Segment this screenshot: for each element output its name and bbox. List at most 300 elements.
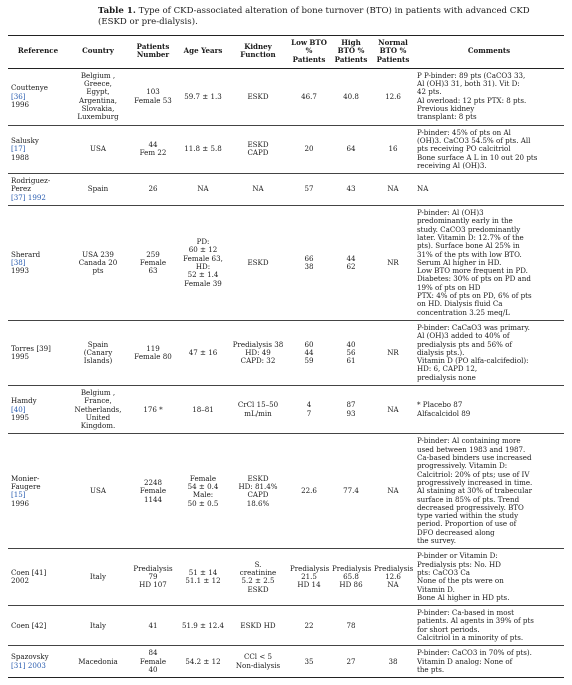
cell-country-line: Islands) [83,356,113,366]
cell-comments-line: patients. Al agents in 39% of pts [417,616,534,626]
table-row [8,206,564,321]
cell-country [68,549,128,606]
cell-comments-line: concentration 3.25 meq/L [417,307,510,317]
table-row [8,385,564,433]
table-row [8,174,564,206]
cell-age-line: HD: [195,261,211,271]
cell-comments-line: P-binder: Al (OH)3 [417,208,484,218]
cell-age-line: Female [189,473,217,483]
cell-normal-bto-line: 16 [388,144,398,154]
table-row [8,549,564,606]
cell-patients [128,434,178,549]
cell-reference-line: Salusky [11,135,39,145]
cell-comments-line: P-binder: Ca-based in most [417,608,514,618]
table-row [8,606,564,646]
cell-country-line: Spain [87,184,109,194]
cell-high-bto-line: 87 [346,400,356,410]
cell-country [68,206,128,321]
cell-comments-line: predialysis none [417,372,476,382]
table-header [8,36,564,69]
cell-reference [8,646,68,678]
cell-kidney-function-line: HD: 81.4% [238,482,278,492]
cell-reference-line: 1995 [11,351,30,361]
cell-low-bto [288,174,330,206]
cell-patients [128,646,178,678]
cell-patients-line: 63 [148,266,158,276]
cell-patients-line: Female [139,656,167,666]
cell-comments-line: progressively. Vitamin D: [417,461,508,471]
cell-kidney-function [228,385,288,433]
cell-normal-bto-line: NA [387,580,399,590]
cell-low-bto [288,385,330,433]
cell-age-line: 54 ± 0.4 [187,482,219,492]
cell-comments-line: predominantly early in the [417,216,513,226]
header-patients: Patients Number [128,36,178,69]
cell-comments [414,646,564,678]
table-title: Type of CKD-associated alteration of bone turnover (BTO) in patients with advanced CKD (ESKD or pre-dialysis). [98,6,530,27]
cell-comments-line: 19% of pts on HD [417,282,481,292]
cell-country-line: Argentina, [79,95,117,105]
cell-low-bto-line: 38 [304,261,314,271]
cell-country-line: United [85,412,111,422]
cell-reference-line: 1996 [11,99,30,109]
cell-normal-bto [372,646,414,678]
cell-high-bto [330,606,372,646]
cell-comments-line: later. Vitamin D: 12.7% of the [417,232,524,242]
cell-country [68,434,128,549]
cell-age [178,68,228,125]
cell-patients [128,125,178,173]
cell-reference-line: Spazovsky [11,652,49,662]
cell-reference-line: 1988 [11,152,30,162]
cell-age-line: Female 63, [183,253,223,263]
cell-country-line: USA [90,486,106,496]
cell-comments-line: Calcitriol: 20% of pts; use of IV [417,469,530,479]
cell-normal-bto-line: NA [387,184,399,194]
cell-comments-line: Previous kidney [417,104,475,114]
cell-comments-line: P P-binder: 89 pts (CaCO3 33, [417,70,526,80]
cell-reference-line: Couttenye [11,83,48,93]
header-kidney-function: Kidney Function [228,36,288,69]
cell-high-bto-line: HD 86 [339,580,363,590]
cell-comments [414,320,564,385]
cell-low-bto-line: 21.5 [301,572,317,582]
cell-reference-line: [38] [11,257,26,267]
cell-age [178,206,228,321]
table-row [8,320,564,385]
cell-low-bto-line: 4 [306,400,312,410]
table-row [8,125,564,173]
cell-reference-line: 1993 [11,266,30,276]
cell-high-bto-line: 40.8 [343,91,359,101]
cell-patients [128,385,178,433]
cell-reference-line: Coen [42] [11,620,47,630]
cell-kidney-function [228,646,288,678]
cell-reference-line: Rodriguez-Perez [11,176,51,194]
cell-kidney-function-line: CAPD [247,490,269,500]
cell-comments [414,68,564,125]
cell-age-line: 51.1 ± 12 [185,576,221,586]
cell-country-line: Greece, [84,79,112,89]
cell-high-bto-line: 44 [346,253,356,263]
cell-reference-line: 1996 [11,498,30,508]
cell-comments-line: Ca-based binders use increased [417,453,532,463]
cell-comments-line: period. Proportion of use of [417,519,517,529]
cell-age-line: 52 ± 1.4 [187,270,219,280]
cell-low-bto-line: 35 [304,656,314,666]
cell-normal-bto [372,174,414,206]
cell-patients-line: Female 53 [134,95,172,105]
header-age: Age Years [178,36,228,69]
cell-kidney-function-line: ESKD [247,473,269,483]
cell-comments-line: pts: CaCO3 Ca [417,567,471,577]
cell-patients-line: 1144 [143,494,163,504]
cell-high-bto-line: 40 [346,339,356,349]
cell-country-line: Italy [89,572,107,582]
cell-comments-line: P-binder: CaCO3 in 70% of pts). [417,648,532,658]
cell-patients-line: 84 [148,648,158,658]
cell-country-line: Macedonia [78,656,118,666]
cell-kidney-function [228,549,288,606]
cell-age-line: 54.2 ± 12 [185,656,221,666]
cell-kidney-function-line: ESKD [247,584,269,594]
cell-comments-line: DFO decreased along [417,527,495,537]
cell-reference-line: [17] [11,144,26,154]
cell-high-bto-line: 56 [346,347,356,357]
cell-reference-line: Coen [41] [11,567,47,577]
cell-patients-line: 2248 [143,477,163,487]
cell-normal-bto-line: NR [387,257,399,267]
cell-age [178,549,228,606]
cell-age [178,606,228,646]
cell-normal-bto [372,125,414,173]
cell-comments-line: P-binder or Vitamin D: [417,551,498,561]
cell-age-line: 60 ± 12 [188,245,218,255]
cell-comments-line: Alfacalcidol 89 [417,408,471,418]
cell-comments-line: PTX: 4% of pts on PD, 6% of pts [417,291,532,301]
cell-kidney-function [228,606,288,646]
cell-normal-bto [372,206,414,321]
cell-patients-line: 103 [146,87,160,97]
cell-kidney-function-line: 5.2 ± 2.5 [241,576,275,586]
cell-country-line: Belgium , [80,70,116,80]
cell-reference-line: Sherard [11,249,41,259]
cell-high-bto [330,434,372,549]
cell-reference [8,549,68,606]
cell-comments-line: Vitamin D. [417,584,455,594]
cell-patients [128,206,178,321]
cell-kidney-function [228,320,288,385]
header-country: Country [68,36,128,69]
cell-normal-bto [372,606,414,646]
cell-country-line: Canada 20 [78,257,118,267]
cell-kidney-function-line: creatinine [239,567,277,577]
cell-kidney-function-line: CCl < 5 [243,652,273,662]
cell-comments [414,174,564,206]
cell-low-bto-line: 66 [304,253,314,263]
cell-patients-line: 26 [148,184,158,194]
cell-normal-bto [372,385,414,433]
cell-high-bto-line: 78 [346,620,356,630]
cell-low-bto-line: 60 [304,339,314,349]
cell-kidney-function-line: ESKD [247,91,269,101]
cell-comments-line: receiving Al (OH)3. [417,160,487,170]
cell-patients [128,68,178,125]
cell-comments-line: decreased progressively. BTO [417,502,524,512]
cell-comments-line: (OH)3. CaCO3 54.5% of pts. All [417,135,531,145]
cell-low-bto [288,646,330,678]
cell-patients-line: Female [139,257,167,267]
cell-low-bto-line: 46.7 [301,91,317,101]
table-row [8,646,564,678]
cell-patients-line: Predialysis [133,563,173,573]
cell-high-bto-line: Predialysis [332,563,372,573]
cell-comments-line: Al staining at 30% of trabecular [417,486,532,496]
cell-comments-line: NA [417,184,429,194]
cell-country [68,606,128,646]
cell-reference-line: Faugere [11,482,41,492]
cell-comments-line: Vitamin D (PO alfa-calcifediol): [417,356,529,366]
header-normal-bto: Normal BTO % Patients [372,36,414,69]
cell-high-bto [330,68,372,125]
cell-comments-line: 42 pts. [417,87,442,97]
cell-kidney-function-line: ESKD [247,140,269,150]
cell-low-bto-line: 57 [304,184,314,194]
cell-reference-line: 2002 [11,576,30,586]
cell-high-bto-line: 62 [346,261,356,271]
cell-country [68,174,128,206]
cell-country-line: Belgium , [80,387,116,397]
cell-reference [8,174,68,206]
cell-comments [414,385,564,433]
cell-kidney-function-line: CAPD: 32 [240,356,276,366]
cell-comments-line: 31% of the pts with low BTO. [417,249,522,259]
cell-country-line: Spain [87,339,109,349]
cell-comments-line: Predialysis pts: No. HD [417,559,501,569]
cell-comments-line: progressively increased in time. [417,477,533,487]
bto-table [8,35,564,678]
cell-comments-line: the pts. [417,664,445,674]
cell-country [68,646,128,678]
cell-country-line: USA 239 [82,249,114,259]
cell-patients-line: 79 [148,572,158,582]
cell-reference [8,385,68,433]
cell-comments-line: type varied within the study [417,511,519,521]
cell-normal-bto-line: 12.6 [385,572,401,582]
cell-kidney-function-line: CrCl 15–50 [237,400,279,410]
cell-country-line: Luxemburg [77,112,119,122]
cell-reference-line: [37] 1992 [11,192,46,202]
cell-high-bto-line: 77.4 [343,486,359,496]
cell-low-bto [288,125,330,173]
cell-high-bto [330,646,372,678]
cell-country-line: pts [92,266,104,276]
cell-reference [8,434,68,549]
cell-country-line: USA [90,144,106,154]
cell-comments-line: None of the pts were on [417,576,504,586]
cell-age [178,434,228,549]
cell-high-bto-line: 93 [346,408,356,418]
cell-comments-line: transplant: 8 pts [417,112,477,122]
table-caption [8,6,564,28]
cell-normal-bto-line: Predialysis [374,563,414,573]
cell-comments-line: * Placebo 87 [417,400,463,410]
cell-comments-line: P-binder: Al containing more [417,436,521,446]
cell-age-line: PD: [196,237,210,247]
cell-low-bto [288,549,330,606]
cell-low-bto-line: HD 14 [297,580,321,590]
cell-high-bto [330,174,372,206]
cell-comments-line: HD: 6, CAPD 12, [417,364,478,374]
cell-low-bto [288,606,330,646]
cell-patients [128,174,178,206]
cell-comments-line: Diabetes: 30% of pts on PD and [417,274,531,284]
cell-kidney-function-line: HD: 49 [245,347,271,357]
cell-country-line: Kingdom. [80,421,116,431]
cell-reference [8,320,68,385]
cell-patients-line: 44 [148,140,158,150]
cell-country-line: (Canary [83,347,113,357]
header-row [8,36,564,69]
cell-reference [8,606,68,646]
cell-normal-bto-line: 12.6 [385,91,401,101]
cell-patients [128,549,178,606]
cell-comments-line: the survey. [417,536,456,546]
cell-reference [8,206,68,321]
cell-kidney-function-line: CAPD [247,148,269,158]
cell-normal-bto-line: NR [387,347,399,357]
cell-patients-line: Fem 22 [139,148,167,158]
cell-high-bto [330,320,372,385]
cell-kidney-function-line: ESKD HD [240,620,276,630]
cell-high-bto [330,206,372,321]
cell-reference-line: Monier- [11,473,40,483]
cell-kidney-function-line: S. [254,559,262,569]
cell-patients-line: HD 107 [139,580,167,590]
cell-normal-bto [372,320,414,385]
cell-comments [414,206,564,321]
cell-country [68,385,128,433]
cell-comments [414,434,564,549]
cell-kidney-function-line: NA [252,184,264,194]
cell-comments-line: Vitamin D analog: None of [417,656,513,666]
cell-reference-line: 1995 [11,412,30,422]
cell-age-line: 50 ± 0.5 [187,498,219,508]
cell-high-bto-line: 43 [346,184,356,194]
cell-reference-line: Torres [39] [11,343,51,353]
table-row [8,68,564,125]
cell-country [68,125,128,173]
cell-country [68,320,128,385]
cell-reference-line: [15] [11,490,26,500]
header-low-bto: Low BTO % Patients [288,36,330,69]
cell-patients-line: 259 [146,249,160,259]
cell-country-line: Netherlands, [74,404,122,414]
cell-low-bto-line: 7 [306,408,312,418]
table-body [8,68,564,677]
cell-comments-line: Low BTO more frequent in PD. [417,266,528,276]
cell-age-line: 47 ± 16 [188,347,218,357]
cell-country-line: France, [84,396,112,406]
cell-comments-line: Bone surface A L in 10 out 20 pts [417,152,538,162]
cell-age-line: Female 39 [184,278,222,288]
cell-normal-bto-line: NA [387,404,399,414]
header-high-bto: High BTO % Patients [330,36,372,69]
cell-high-bto-line: 27 [346,656,356,666]
cell-low-bto [288,206,330,321]
cell-comments-line: Bone Al higher in HD pts. [417,592,510,602]
cell-comments-line: Serum Al higher in HD. [417,257,502,267]
cell-low-bto-line: 59 [304,356,314,366]
cell-patients [128,320,178,385]
cell-age-line: Male: [192,490,214,500]
cell-age-line: NA [197,184,209,194]
cell-low-bto-line: Predialysis [290,563,330,573]
cell-low-bto [288,68,330,125]
cell-country-line: Slovakia, [81,104,115,114]
cell-age [178,385,228,433]
cell-comments-line: Al overload: 12 pts PTX: 8 pts. [417,95,527,105]
cell-high-bto [330,385,372,433]
cell-kidney-function [228,434,288,549]
cell-country-line: Egypt, [86,87,110,97]
cell-age [178,646,228,678]
cell-comments-line: P-binder: 45% of pts on Al [417,127,511,137]
cell-age-line: 59.7 ± 1.3 [184,91,222,101]
cell-age [178,320,228,385]
cell-low-bto-line: 20 [304,144,314,154]
cell-normal-bto [372,68,414,125]
cell-high-bto-line: 65.8 [343,572,359,582]
cell-comments-line: Al (OH)3 31, both 31). Vit D: [417,79,520,89]
cell-reference [8,68,68,125]
cell-low-bto [288,434,330,549]
cell-age-line: 18–81 [192,404,214,414]
table-label: Table 1. [98,6,136,16]
cell-high-bto-line: 64 [346,144,356,154]
cell-reference-line: [36] [11,91,26,101]
cell-comments-line: for short periods. [417,624,480,634]
cell-patients-line: 176 * [143,404,163,414]
cell-patients-line: 119 [146,343,160,353]
header-reference: Reference [8,36,68,69]
cell-comments-line: surface in 85% of pts. Trend [417,494,520,504]
cell-normal-bto [372,549,414,606]
cell-kidney-function-line: Non-dialysis [235,660,281,670]
cell-comments-line: Al (OH)3 added to 40% of [417,331,510,341]
cell-low-bto-line: 22.6 [301,486,317,496]
cell-age [178,125,228,173]
cell-country [68,68,128,125]
cell-patients [128,606,178,646]
cell-high-bto [330,549,372,606]
cell-comments-line: dialysis pts.). [417,347,465,357]
cell-normal-bto-line: NA [387,486,399,496]
cell-normal-bto-line: 38 [388,656,398,666]
cell-kidney-function [228,174,288,206]
cell-patients-line: Female [139,486,167,496]
cell-low-bto-line: 22 [304,620,314,630]
cell-reference-line: [40] [11,404,26,414]
cell-comments [414,125,564,173]
cell-high-bto-line: 61 [346,356,356,366]
cell-age-line: 11.8 ± 5.8 [184,144,222,154]
cell-age-line: 51.9 ± 12.4 [181,620,225,630]
cell-reference-line: [31] 2003 [11,660,46,670]
cell-comments [414,606,564,646]
cell-comments-line: on HD. Dialysis fluid Ca [417,299,503,309]
cell-patients-line: 40 [148,664,158,674]
